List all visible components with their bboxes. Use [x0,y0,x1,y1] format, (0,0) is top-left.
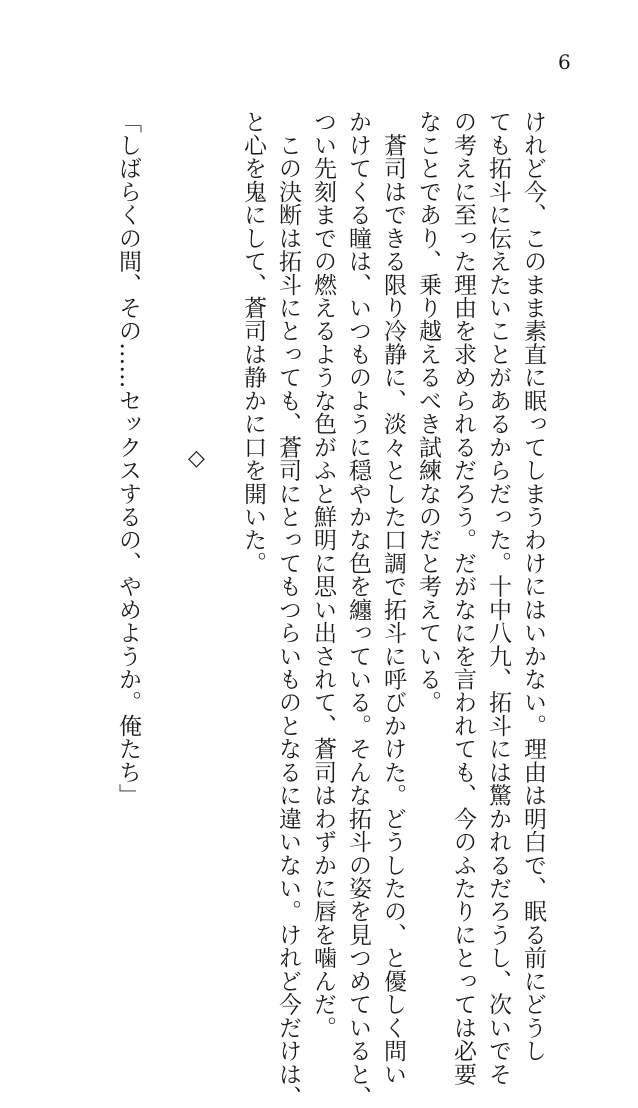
text-column-9: と心を鬼にして、蒼司は静かに口を開いた。 [240,110,266,575]
text-column-2: ても拓斗に伝えたいことがあるからだった。十中八九、拓斗には驚かれるだろうし、次いでそ [485,110,511,1086]
text-column-3: の考えに至った理由を求められるだろう。だがなにを言われても、今のふたりにとっては必要 [450,110,476,1086]
text-column-1: けれど今、このまま素直に眠ってしまうわけにはいかない。理由は明白で、眠る前にどうし [520,110,546,1063]
text-column-4: なことであり、乗り越えるべき試練なのだと考えている。 [415,110,441,714]
text-column-6: かけてくる瞳は、いつものように穏やかな色を纏っている。そんな拓斗の姿を見つめていると、 [345,110,371,1108]
section-break-diamond: ◇ [188,446,205,471]
dialogue-column: 「しばらくの間、その……セックスするの、やめようか。俺たち」 [115,110,141,807]
text-column-8: この決断は拓斗にとっても、蒼司にとってもつらいものとなるに違いない。けれど今だけは、 [275,110,301,1108]
text-column-7: つい先刻までの燃えるような色がふと鮮明に思い出されて、蒼司はわずかに唇を噛んだ。 [310,110,336,1039]
page-number: 6 [558,50,571,74]
text-column-5: 蒼司はできる限り冷静に、淡々とした口調で拓斗に呼びかけた。どうしたの、と優しく問い [380,110,406,1086]
